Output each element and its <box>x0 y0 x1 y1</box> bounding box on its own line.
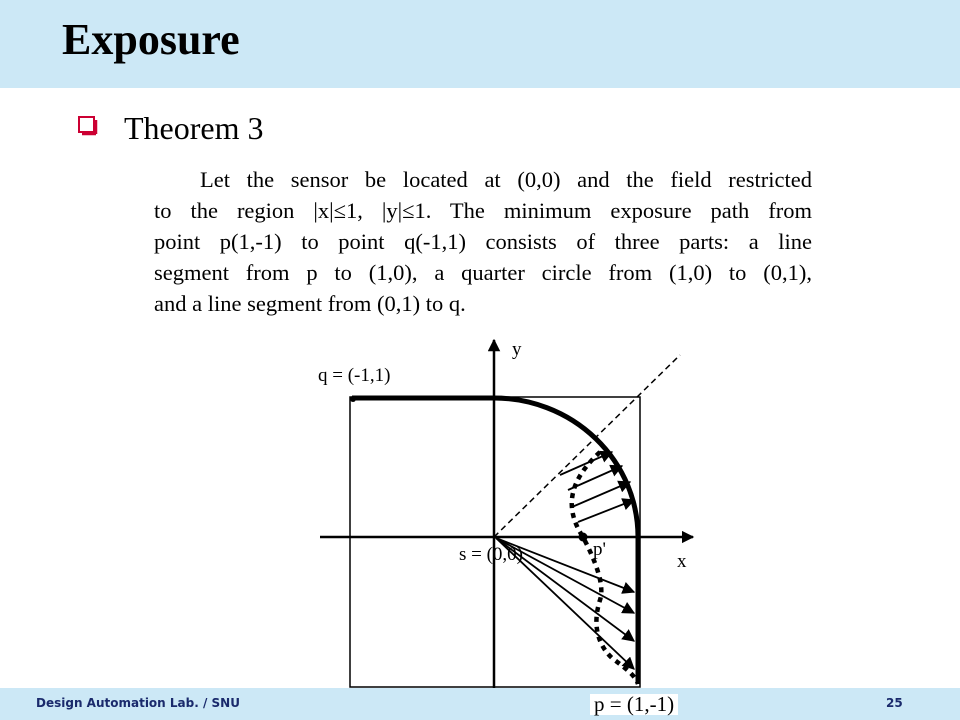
upper-exposure-arrows <box>560 452 634 522</box>
theorem-line: and a line segment from (0,1) to q. <box>154 291 466 316</box>
slide-title: Exposure <box>62 15 240 64</box>
q-point-label: q = (-1,1) <box>318 365 391 386</box>
y-axis-label: y <box>512 339 522 360</box>
bullet-text: Theorem 3 <box>124 110 264 146</box>
p-prime-point <box>579 533 588 542</box>
theorem-line: point p(1,-1) to point q(-1,1) consists of three parts: a line <box>154 229 812 254</box>
p-prime-label: p' <box>593 539 606 560</box>
x-axis-label: x <box>677 551 687 572</box>
theorem-line: segment from p to (1,0), a quarter circle from (1,0) to (0,1), <box>154 260 812 285</box>
theorem-line: Let the sensor be located at (0,0) and the field restricted <box>200 167 812 192</box>
diagonal-dashed-line <box>494 355 680 537</box>
s-point-label: s = (0,0) <box>459 544 524 565</box>
q-point-marker <box>350 396 356 402</box>
footer-bar <box>0 688 960 720</box>
theorem-line: to the region |x|≤1, |y|≤1. The minimum exposure path from <box>154 198 812 223</box>
p-point-label: p = (1,-1) <box>590 694 678 715</box>
footer-lab-name: Design Automation Lab. / SNU <box>36 696 240 710</box>
page-number: 25 <box>886 696 903 710</box>
